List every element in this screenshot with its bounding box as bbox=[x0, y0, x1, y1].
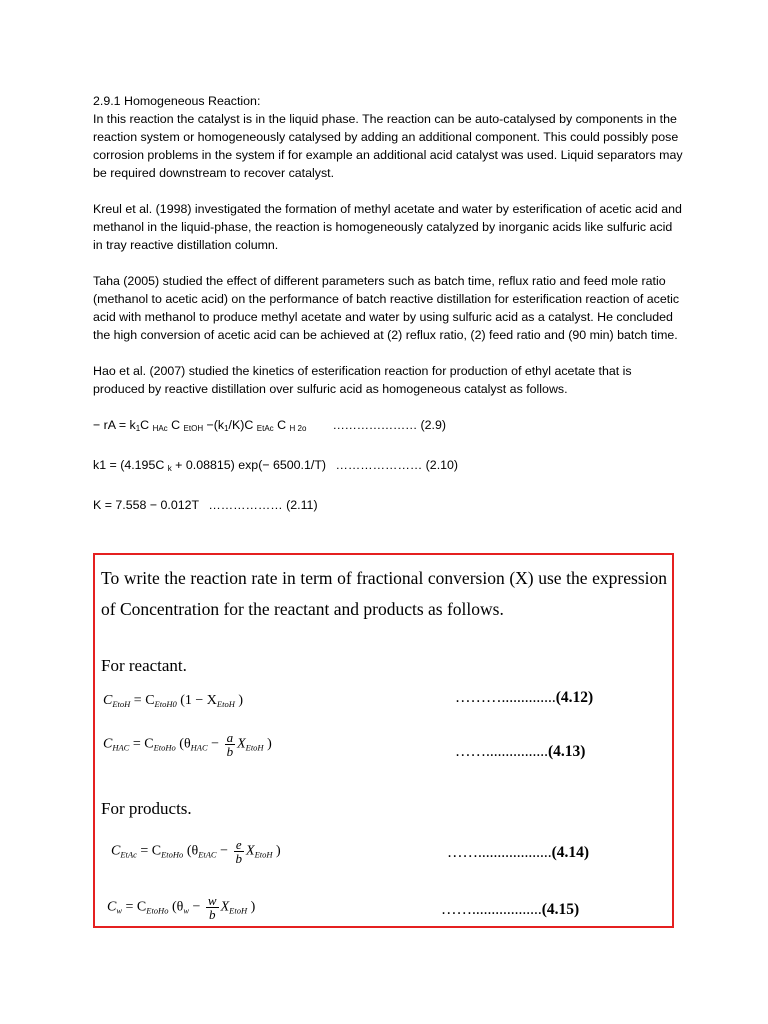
formula-4-14: $C_{EtAc} = C_{EtoHo}$ ($\theta_{EtAC}$ − $\frac{e}{b}$ $X_{EtoH}$ ) bbox=[111, 837, 281, 866]
equation-2-9: − rA = $k_1C$ $_{HAc}$ C $_{EtOH} -(k_1/K)C$ $_{EtAc}$ C $_{H 2o}$ ………………… (2.9) bbox=[93, 418, 447, 433]
leader-dots: ………………… bbox=[332, 418, 418, 432]
fraction-a-over-b: $\frac{a}{b}$ bbox=[226, 730, 234, 759]
fraction-w-over-b: $\frac{w}{b}$ bbox=[207, 893, 217, 922]
formula-4-15: $C_w = C_{EtoHo}$ ($\theta_w$ − $\frac{w}{b}$ $X_{EtoH}$ ) bbox=[107, 893, 256, 922]
leader-dots: ……………… bbox=[208, 498, 283, 512]
eqno-4-12: ………..............(4.12) bbox=[455, 689, 594, 706]
box-intro-text: To write the reaction rate in term of fractional conversion (X) use the expression of Concentration for the reactant and products as follows. bbox=[101, 568, 667, 619]
formula-4-12: $C_{EtoH} = C_{EtoH0}$ ($1 - X_{EtoH}$ ) bbox=[103, 693, 244, 709]
hao-paragraph: Hao et al. (2007) studied the kinetics of esterification reaction for production of ethyl acetate that is produced by reactive distillation over sulfuric acid as homogeneous catalyst as follows. bbox=[93, 364, 632, 396]
eqno-4-13: ……................(4.13) bbox=[455, 743, 586, 760]
equation-number: (2.9) bbox=[420, 418, 447, 432]
reactant-heading: For reactant. bbox=[101, 656, 187, 675]
products-heading: For products. bbox=[101, 799, 192, 818]
leader-dots: ………………… bbox=[335, 458, 423, 472]
equation-2-11: K = 7.558 − 0.012T ……………… (2.11) bbox=[93, 498, 318, 512]
equation-2-10: k1 = (4.195C $_k$ + 0.08815) exp(− 6500.1/T) ………………… (2.10) bbox=[93, 458, 459, 473]
formula-4-13: $C_{HAC} = C_{EtoHo}$ ($\theta_{HAC}$ − $\frac{a}{b}$ $X_{EtoH}$ ) bbox=[103, 730, 272, 759]
taha-paragraph: Taha (2005) studied the effect of different parameters such as batch time, reflux ratio and feed mole ratio (methanol to acetic acid) on the performance of batch reactive distillation for esterification reaction of acetic acid with methanol to produce methyl acetate and water by using sulfuric acid as a catalyst. He concluded the high conversion of acetic acid can be achieved at (2) reflux ratio, (2) feed ratio and (90 min) batch time. bbox=[93, 274, 680, 342]
equation-number: (2.10) bbox=[425, 458, 459, 472]
kreul-paragraph: Kreul et al. (1998) investigated the formation of methyl acetate and water by esterification of acetic acid and methanol in the liquid-phase, the reaction is homogeneously catalyzed by inorganic acids like sulfuric acid in tray reactive distillation column. bbox=[93, 202, 682, 252]
equation-number: (2.11) bbox=[286, 498, 318, 512]
equations-figure-box bbox=[93, 553, 674, 928]
section-heading: 2.9.1 Homogeneous Reaction: bbox=[93, 94, 261, 108]
document-body bbox=[93, 92, 683, 514]
section-intro-paragraph: In this reaction the catalyst is in the liquid phase. The reaction can be auto-catalysed by components in the reaction system or homogeneously catalysed by adding an additional component. This could possibly pose corrosion problems in the system if for example an additional acid catalyst was used. Liquid separators may be required downstream to recover catalyst. bbox=[93, 112, 683, 180]
eqno-4-14: ……...................(4.14) bbox=[447, 844, 590, 861]
fraction-e-over-b: $\frac{e}{b}$ bbox=[235, 837, 243, 866]
eqno-4-15: ……..................(4.15) bbox=[441, 901, 580, 918]
